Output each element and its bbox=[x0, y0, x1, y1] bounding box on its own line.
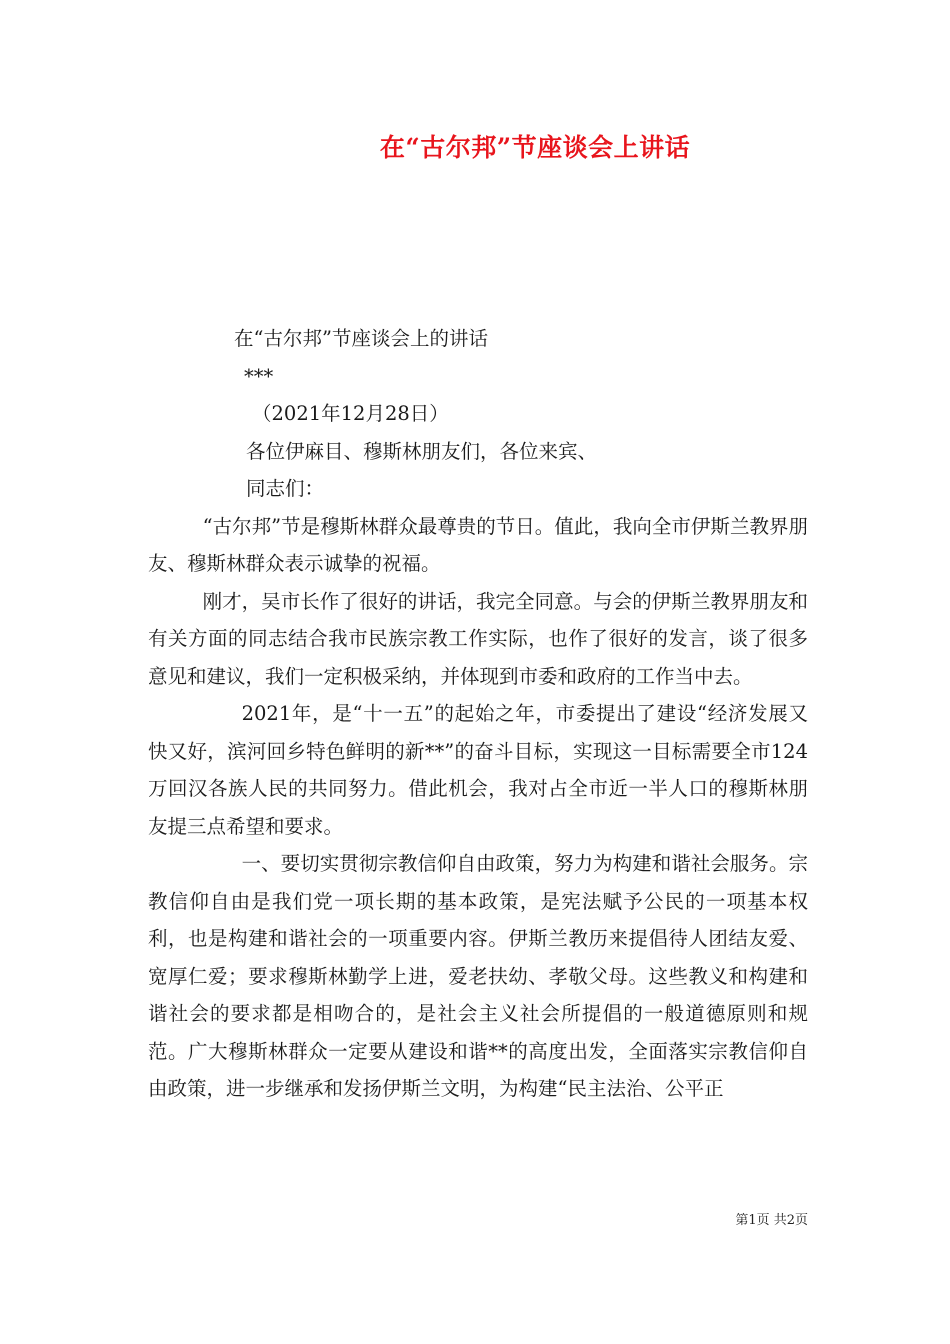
paragraph-1: “古尔邦”节是穆斯林群众最尊贵的节日。值此，我向全市伊斯兰教界朋友、穆斯林群众表示诚挚的祝福。 bbox=[148, 514, 808, 575]
paragraph-3: 2021年，是“十一五”的起始之年，市委提出了建设“经济发展又快又好，滨河回乡特色鲜明的新**”的奋斗目标，实现这一目标需要全市124万回汉各族人民的共同努力。借此机会，我对占全市近一半人口的穆斯林朋友提三点希望和要求。 bbox=[148, 702, 808, 838]
page-title: 在“古尔邦”节座谈会上讲话 bbox=[379, 133, 691, 162]
salutation-line-1: 各位伊麻目、穆斯林朋友们，各位来宾、 bbox=[246, 439, 598, 463]
paragraph-4: 一、要切实贯彻宗教信仰自由政策，努力为构建和谐社会服务。宗教信仰自由是我们党一项长期的基本政策，是宪法赋予公民的一项基本权利，也是构建和谐社会的一项重要内容。伊斯兰教历来提倡待人团结友爱、宽厚仁爱；要求穆斯林勤学上进，爱老扶幼、孝敬父母。这些教义和构建和谐社会的要求都是相吻合的，是社会主义社会所提倡的一般道德原则和规范。广大穆斯林群众一定要从建设和谐**的高度出发，全面落实宗教信仰自由政策，进一步继承和发扬伊斯兰文明，为构建“民主法治、公平正 bbox=[148, 852, 808, 1100]
subtitle: 在“古尔邦”节座谈会上的讲话 bbox=[234, 327, 488, 350]
author: *** bbox=[244, 364, 274, 388]
salutation-line-2: 同志们： bbox=[246, 477, 325, 500]
document-body bbox=[148, 320, 808, 1108]
page-indicator: 第1页 共2页 bbox=[735, 1213, 808, 1228]
paragraph-2: 刚才，吴市长作了很好的讲话，我完全同意。与会的伊斯兰教界朋友和有关方面的同志结合我市民族宗教工作实际，也作了很好的发言，谈了很多意见和建议，我们一定积极采纳，并体现到市委和政府的工作当中去。 bbox=[148, 589, 808, 688]
date: （2021年12月28日） bbox=[252, 402, 449, 425]
